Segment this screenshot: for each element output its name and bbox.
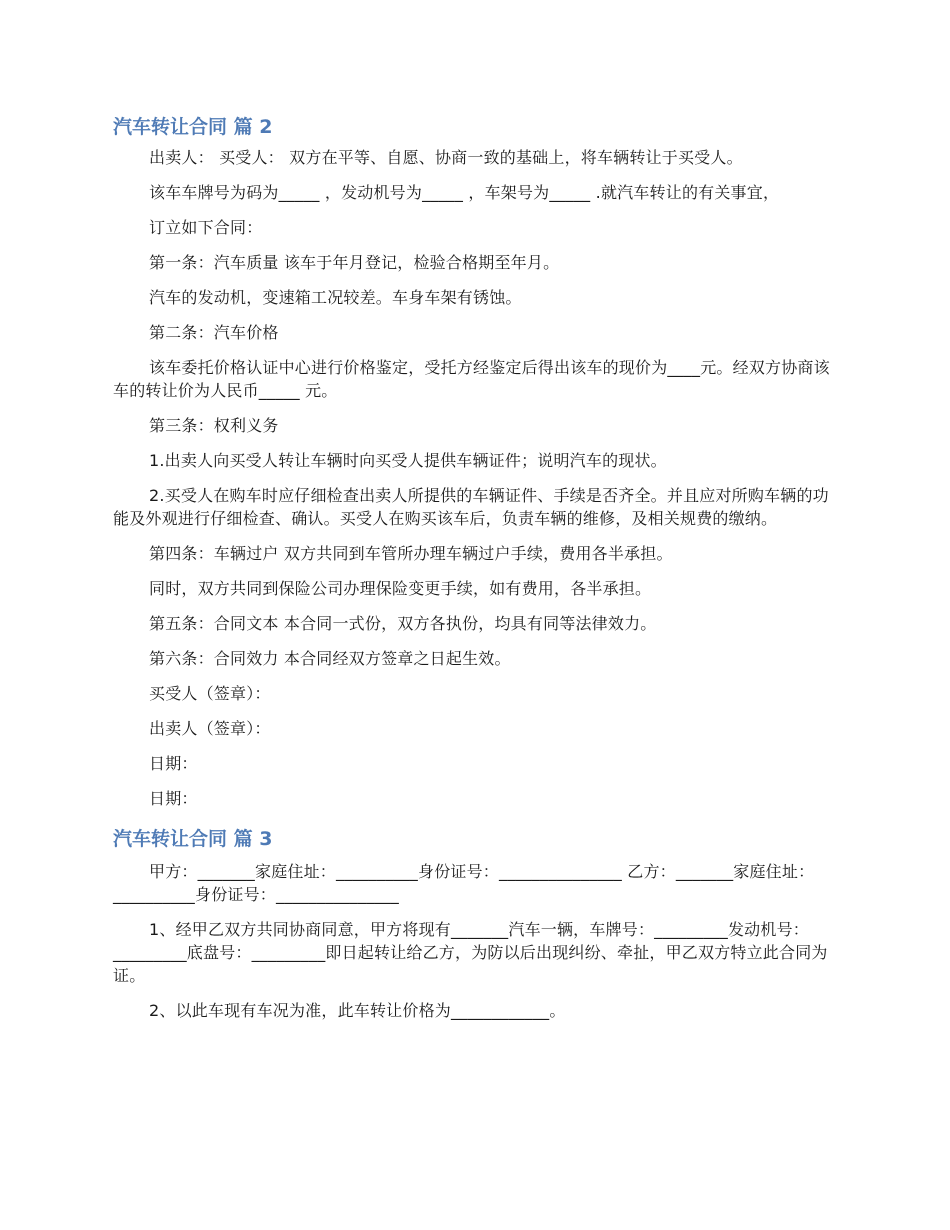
paragraph: 该车委托价格认证中心进行价格鉴定，受托方经鉴定后得出该车的现价为____元。经双方协商该车的转让价为人民币_____ 元。	[113, 358, 830, 400]
paragraph: 汽车的发动机，变速箱工况较差。车身车架有锈蚀。	[149, 288, 522, 307]
signature-line-buyer: 买受人（签章）：	[149, 684, 271, 703]
paragraph: 第四条：车辆过户 双方共同到车管所办理车辆过户手续，费用各半承担。	[149, 544, 673, 563]
signature-line-seller: 出卖人（签章）：	[149, 719, 271, 738]
paragraph: 2、以此车现有车况为准，此车转让价格为____________。	[149, 1001, 566, 1020]
paragraph: 1、经甲乙双方共同协商同意，甲方将现有_______汽车一辆，车牌号：_________发动机号：_________底盘号：_________即日起转让给乙方，为防以后出现纠纷、牵扯，甲乙双方特立此合同为证。	[113, 920, 828, 985]
paragraph: 订立如下合同：	[149, 218, 263, 237]
date-line: 日期：	[149, 754, 198, 773]
paragraph: 第二条：汽车价格	[149, 323, 279, 342]
paragraph: 第三条：权利义务	[149, 416, 279, 435]
paragraph: 1.出卖人向买受人转让车辆时向买受人提供车辆证件；说明汽车的现状。	[149, 451, 667, 470]
section-heading: 汽车转让合同 篇 3	[113, 828, 273, 850]
paragraph: 同时，双方共同到保险公司办理保险变更手续，如有费用，各半承担。	[149, 579, 652, 598]
document-content	[113, 110, 840, 1034]
paragraph: 该车车牌号为码为_____ ，发动机号为_____ ，车架号为_____ .就汽车转让的有关事宜，	[149, 183, 780, 202]
date-line: 日期：	[149, 789, 198, 808]
paragraph: 出卖人： 买受人： 双方在平等、自愿、协商一致的基础上，将车辆转让于买受人。	[149, 148, 743, 167]
paragraph: 第六条：合同效力 本合同经双方签章之日起生效。	[149, 649, 511, 668]
paragraph: 第一条：汽车质量 该车于年月登记，检验合格期至年月。	[149, 253, 560, 272]
paragraph: 2.买受人在购车时应仔细检查出卖人所提供的车辆证件、手续是否齐全。并且应对所购车辆的功能及外观进行仔细检查、确认。买受人在购买该车后，负责车辆的维修，及相关规费的缴纳。	[113, 486, 829, 528]
section-heading: 汽车转让合同 篇 2	[113, 116, 273, 138]
paragraph: 第五条：合同文本 本合同一式份，双方各执份，均具有同等法律效力。	[149, 614, 657, 633]
paragraph: 甲方：_______家庭住址：__________身份证号：_______________ 乙方：_______家庭住址：__________身份证号：_______________	[113, 862, 815, 904]
